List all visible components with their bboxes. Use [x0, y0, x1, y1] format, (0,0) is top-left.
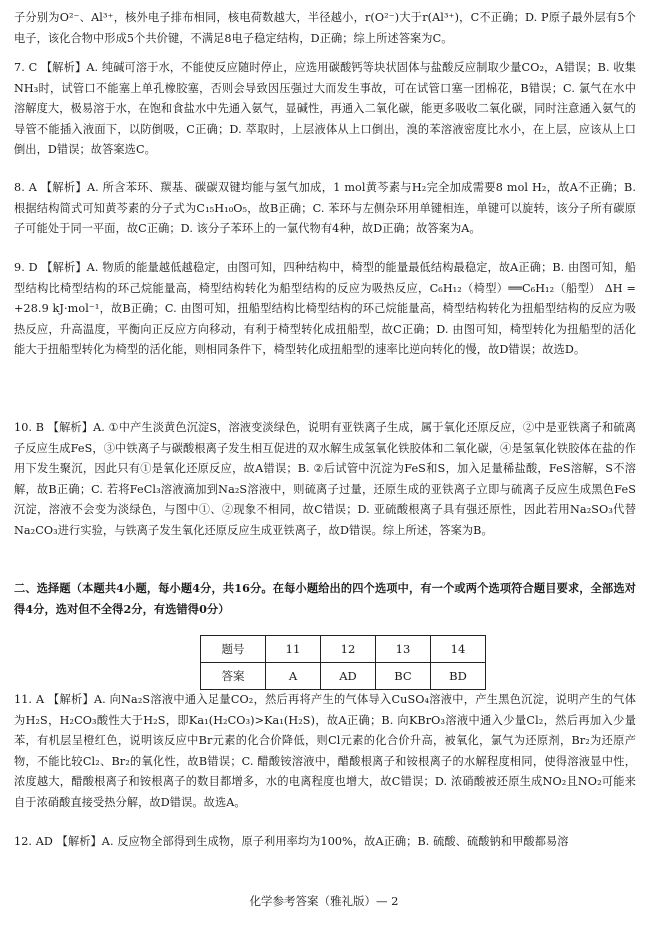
table-cell: BC — [376, 663, 431, 690]
table-cell: 11 — [266, 636, 321, 663]
answer-explanation-11: 11. A 【解析】A. 向Na₂S溶液中通入足量CO₂，然后再将产生的气体导入CuSO₄溶液中，产生黑色沉淀，说明产生的气体为H₂S，H₂CO₃酸性大于H₂S，即Ka₁(H₂CO₃)>Ka₁(H₂S)，故A正确；B. 向KBrO₃溶液中通入少量Cl₂，然后再加入少量苯，有机层呈橙红色，说明该反应中Br元素的化合价降低，则Cl元素的化合价升高，被氧化，氯气为还原剂，Br₂为还原产物，不能比较Cl₂、Br₂的氧化性，故B错误；C. 醋酸铵溶液中，醋酸根离子和铵根离子的水解程度相同，使得溶液显中性，浓度越大，醋酸根离子和铵根离子的数目都增多，水的电离程度也增大，故C错误；D. 浓硝酸被还原生成NO₂且NO₂可能来自于浓硝酸直接受热分解，故D错误。故选A。 — [14, 693, 636, 809]
table-cell: 题号 — [201, 636, 266, 663]
table-cell: 13 — [376, 636, 431, 663]
table-cell: 答案 — [201, 663, 266, 690]
answer-explanation-8: 8. A 【解析】A. 所含苯环、羰基、碳碳双键均能与氢气加成，1 mol黄芩素与H₂完全加成需要8 mol H₂，故A不正确；B. 根据结构简式可知黄芩素的分子式为C₁₅H₁₀O₅，故B正确；C. 苯环与左侧杂环用单键相连，单键可以旋转，该分子所有碳原子可能处于同一平面，故C正确；D. 该分子苯环上的一氯代物有4种，故D正确；故答案为A。 — [14, 181, 636, 235]
answer-table — [200, 635, 486, 690]
table-cell: 12 — [321, 636, 376, 663]
answer-explanation-9: 9. D 【解析】A. 物质的能量越低越稳定，由图可知，四种结构中，椅型的能量最低结构最稳定，故A正确；B. 由图可知，船型结构比椅型结构的环己烷能量高，椅型结构转化为船型结构的反应为吸热反应，C₆H₁₂（椅型）══C₆H₁₂（船型） ΔH = +28.9 kJ·mol⁻¹，故B正确；C. 由图可知，扭船型结构比椅型结构的环己烷能量高，椅型结构转化为扭船型结构的反应为吸热反应，升高温度，平衡向正反应方向移动，有利于椅型转化成扭船型，故C正确；D. 由图可知，椅型转化为扭船型的活化能大于扭船型转化为椅型的活化能，则相同条件下，椅型转化成扭船型的速率比逆向转化的慢，故D错误；故选D。 — [14, 261, 636, 356]
answer-explanation-10: 10. B 【解析】A. ①中产生淡黄色沉淀S，溶液变淡绿色，说明有亚铁离子生成，属于氧化还原反应，②中是亚铁离子和硫离子反应生成FeS，③中铁离子与碳酸根离子发生相互促进的双水解生成氢氧化铁胶体和二氧化碳，④是氢氧化铁胶体在盐的作用下发生聚沉，因此只有①是氧化还原反应，故A错误；B. ②后试管中沉淀为FeS和S，加入足量稀盐酸，FeS溶解，S不溶解，故B正确；C. 若将FeCl₃溶液滴加到Na₂S溶液中，则硫离子过量，还原生成的亚铁离子立即与硫离子反应生成黑色FeS沉淀，溶液不会变为淡绿色，与图中①、②现象不相同，故C错误；D. 亚硫酸根离子具有强还原性，因此若用Na₂SO₃代替Na₂CO₃进行实验，与铁离子发生氧化还原反应生成亚铁离子，故D错误。综上所述，答案为B。 — [14, 421, 636, 537]
table-cell: BD — [431, 663, 486, 690]
answer-explanation-12: 12. AD 【解析】A. 反应物全部得到生成物，原子利用率均为100%，故A正确；B. 硫酸、硫酸钠和甲酸都易溶 — [14, 835, 569, 848]
answer-explanation-7: 7. C 【解析】A. 纯碱可溶于水，不能使反应随时停止，应选用碳酸钙等块状固体与盐酸反应制取少量CO₂，A错误；B. 收集NH₃时，试管口不能塞上单孔橡胶塞，否则会导致因压强过大而发生事故，可在试管口塞一团棉花，B错误；C. 氯气在水中溶解度大，极易溶于水，在饱和食盐水中先通入氨气，显碱性，再通入二氧化碳，能更多吸收二氧化碳，同时注意通入氨气的导管不能插入液面下，以防倒吸，C正确；D. 萃取时，上层液体从上口倒出，溴的苯溶液密度比水小，在上层，应该从上口倒出，D错误；故答案选C。 — [14, 61, 636, 156]
table-cell: A — [266, 663, 321, 690]
section-two-heading: 二、选择题（本题共4小题，每小题4分，共16分。在每小题给出的四个选项中，有一个或两个选项符合题目要求，全部选对得4分，选对但不全得2分，有选错得0分） — [14, 581, 636, 616]
table-cell: AD — [321, 663, 376, 690]
paragraph-continuation: 子分别为O²⁻、Al³⁺，核外电子排布相同，核电荷数越大，半径越小，r(O²⁻)大于r(Al³⁺)，C不正确；D. P原子最外层有5个电子，该化合物中形成5个共价键，不满足8电子稳定结构，D正确；综上所述答案为C。 — [14, 11, 636, 45]
answer-table-row-numbers — [201, 636, 486, 663]
table-cell: 14 — [431, 636, 486, 663]
answer-table-row-answers — [201, 663, 486, 690]
page-footer: 化学参考答案（雅礼版）— 2 — [249, 894, 399, 908]
